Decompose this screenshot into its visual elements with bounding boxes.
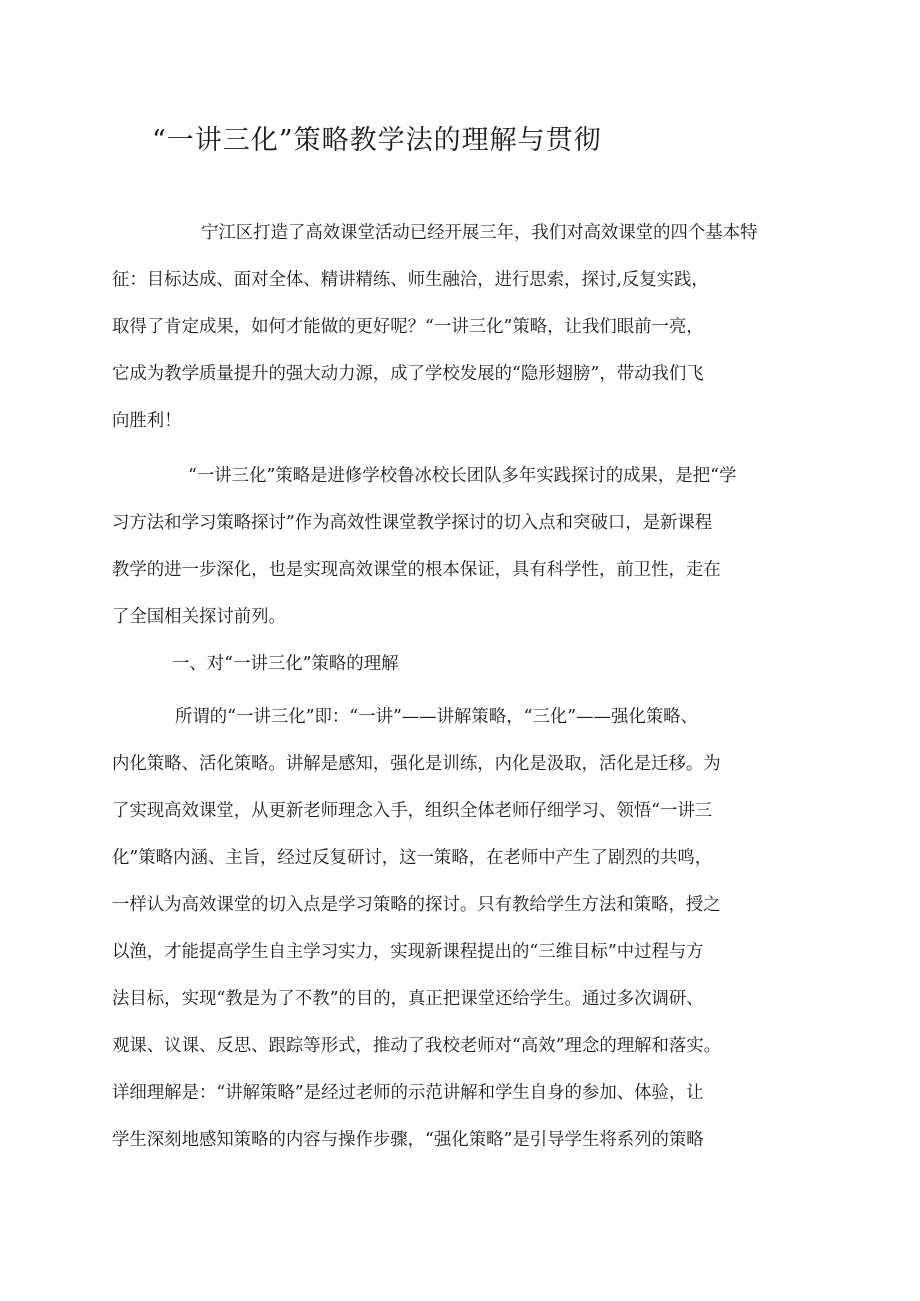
section-heading: 一、对“一讲三化”策略的理解 [172,654,399,674]
paragraph-2-line-1: “一讲三化”策略是进修学校鲁冰校长团队多年实践探讨的成果，是把“学 [188,466,737,486]
paragraph-1-line-5: 向胜利！ [112,411,182,431]
paragraph-3-line-4: 化”策略内涵、主旨，经过反复研讨，这一策略，在老师中产生了剧烈的共鸣， [112,848,713,868]
paragraph-3-line-7: 法目标，实现“教是为了不教”的目的，真正把课堂还给学生。通过多次调研、 [112,989,704,1009]
paragraph-3-line-9: 详细理解是：“讲解策略”是经过老师的示范讲解和学生自身的参加、体验，让 [112,1083,704,1103]
paragraph-1-line-1: 宁江区打造了高效课堂活动已经开展三年，我们对高效课堂的四个基本特 [201,223,758,243]
paragraph-1-line-4: 它成为教学质量提升的强大动力源，成了学校发展的“隐形翅膀”，带动我们飞 [112,364,704,384]
paragraph-3-line-3: 了实现高效课堂，从更新老师理念入手，组织全体老师仔细学习、领悟“一讲三 [112,801,713,821]
paragraph-3-line-1: 所谓的“一讲三化”即：“一讲”——讲解策略，“三化”——强化策略、 [175,707,698,727]
paragraph-1-line-3: 取得了肯定成果，如何才能做的更好呢？“一讲三化”策略，让我们眼前一亮， [112,317,704,337]
paragraph-2-line-2: 习方法和学习策略探讨”作为高效性课堂教学探讨的切入点和突破口，是新课程 [112,513,713,533]
paragraph-3-line-8: 观课、议课、反思、跟踪等形式，推动了我校老师对“高效”理念的理解和落实。 [112,1036,722,1056]
paragraph-2-line-4: 了全国相关探讨前列。 [112,607,286,627]
paragraph-2-line-3: 教学的进一步深化，也是实现高效课堂的根本保证，具有科学性，前卫性，走在 [112,560,721,580]
document-title: “一讲三化”策略教学法的理解与贯彻 [152,125,602,156]
paragraph-3-line-10: 学生深刻地感知策略的内容与操作步骤，“强化策略”是引导学生将系列的策略 [112,1130,704,1150]
paragraph-3-line-6: 以渔，才能提高学生自主学习实力，实现新课程提出的“三维目标”中过程与方 [112,942,704,962]
paragraph-3-line-5: 一样认为高效课堂的切入点是学习策略的探讨。只有教给学生方法和策略，授之 [112,895,721,915]
paragraph-3-line-2: 内化策略、活化策略。讲解是感知，强化是训练，内化是汲取，活化是迁移。为 [112,754,721,774]
paragraph-1-line-2: 征：目标达成、面对全体、精讲精练、师生融洽，进行思索，探讨,反复实践， [112,270,709,290]
